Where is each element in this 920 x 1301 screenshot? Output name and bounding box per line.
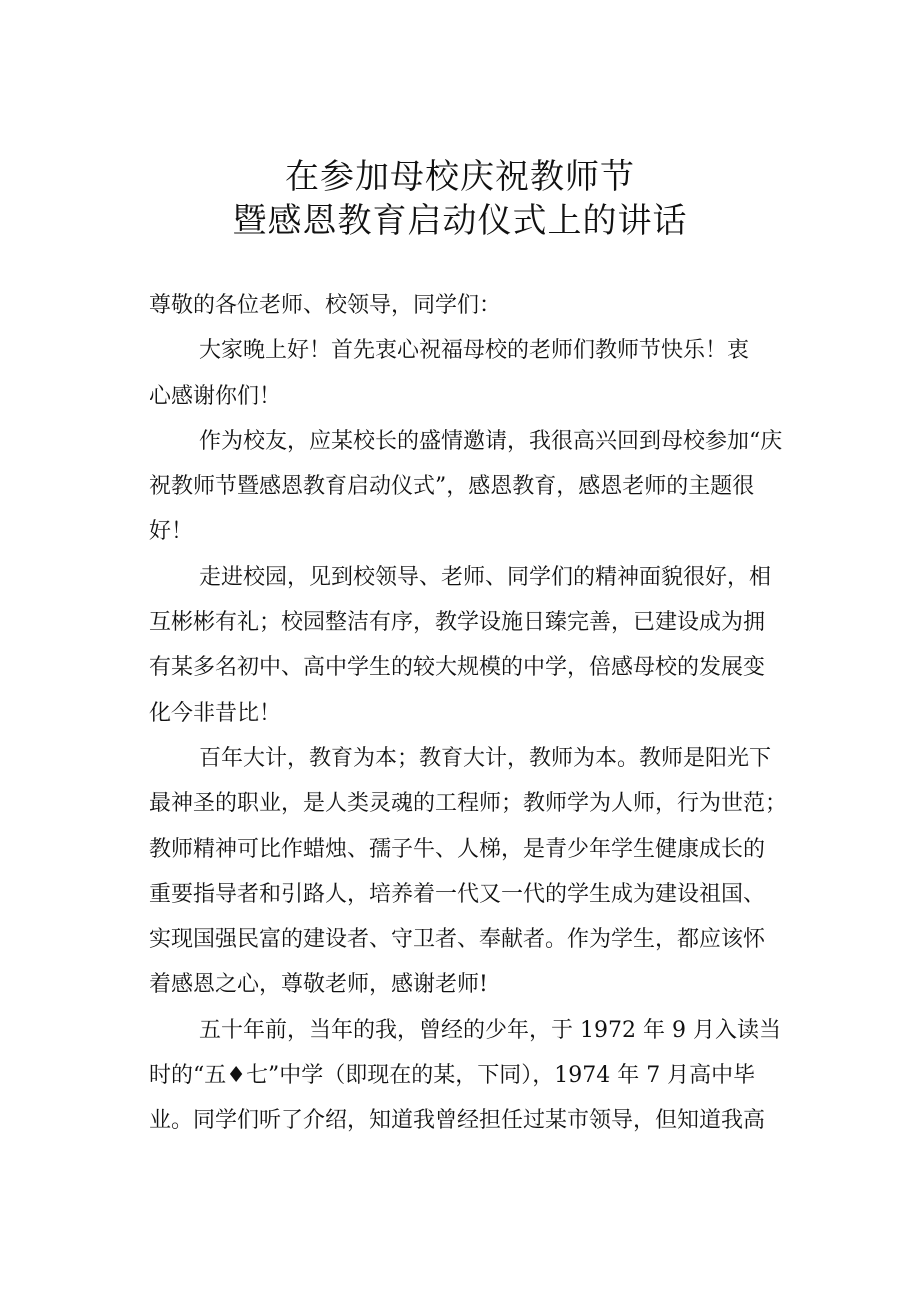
document-title-line-1: 在参加母校庆祝教师节 — [285, 157, 635, 197]
paragraph-line: 实现国强民富的建设者、守卫者、奉献者。作为学生，都应该怀 — [149, 927, 766, 953]
paragraph-line: 化今非昔比！ — [149, 700, 282, 726]
paragraph-line: 心感谢你们！ — [149, 383, 282, 409]
paragraph-line: 作为校友，应某校长的盛情邀请，我很高兴回到母校参加“庆 — [199, 428, 783, 454]
paragraph-line: 大家晚上好！首先衷心祝福母校的老师们教师节快乐！衷 — [199, 338, 750, 364]
paragraph-line: 好！ — [149, 519, 194, 545]
paragraph-line: 时的“五♦七”中学（即现在的某，下同），1974 年 7 月高中毕 — [149, 1063, 756, 1089]
paragraph-line: 最神圣的职业，是人类灵魂的工程师；教师学为人师，行为世范； — [149, 791, 788, 817]
paragraph-line: 走进校园，见到校领导、老师、同学们的精神面貌很好，相 — [199, 564, 772, 590]
paragraph-line: 互彬彬有礼；校园整洁有序，教学设施日臻完善，已建设成为拥 — [149, 610, 766, 636]
paragraph-line: 祝教师节暨感恩教育启动仪式”，感恩教育，感恩老师的主题很 — [149, 474, 755, 500]
paragraph-line: 业。同学们听了介绍，知道我曾经担任过某市领导，但知道我高 — [149, 1108, 766, 1134]
paragraph-line: 着感恩之心，尊敬老师，感谢老师! — [149, 972, 488, 998]
paragraph-line: 五十年前，当年的我，曾经的少年，于 1972 年 9 月入读当 — [199, 1017, 781, 1043]
paragraph-line: 重要指导者和引路人，培养着一代又一代的学生成为建设祖国、 — [149, 881, 766, 907]
paragraph-line: 百年大计，教育为本；教育大计，教师为本。教师是阳光下 — [199, 745, 772, 771]
paragraph-line: 有某多名初中、高中学生的较大规模的中学，倍感母校的发展变 — [149, 655, 766, 681]
document-body — [149, 283, 804, 1144]
salutation-line: 尊敬的各位老师、校领导，同学们： — [149, 293, 502, 318]
paragraph-line: 教师精神可比作蜡烛、孺子牛、人梯，是青少年学生健康成长的 — [149, 836, 766, 862]
document-title-line-2: 暨感恩教育启动仪式上的讲话 — [232, 201, 688, 241]
